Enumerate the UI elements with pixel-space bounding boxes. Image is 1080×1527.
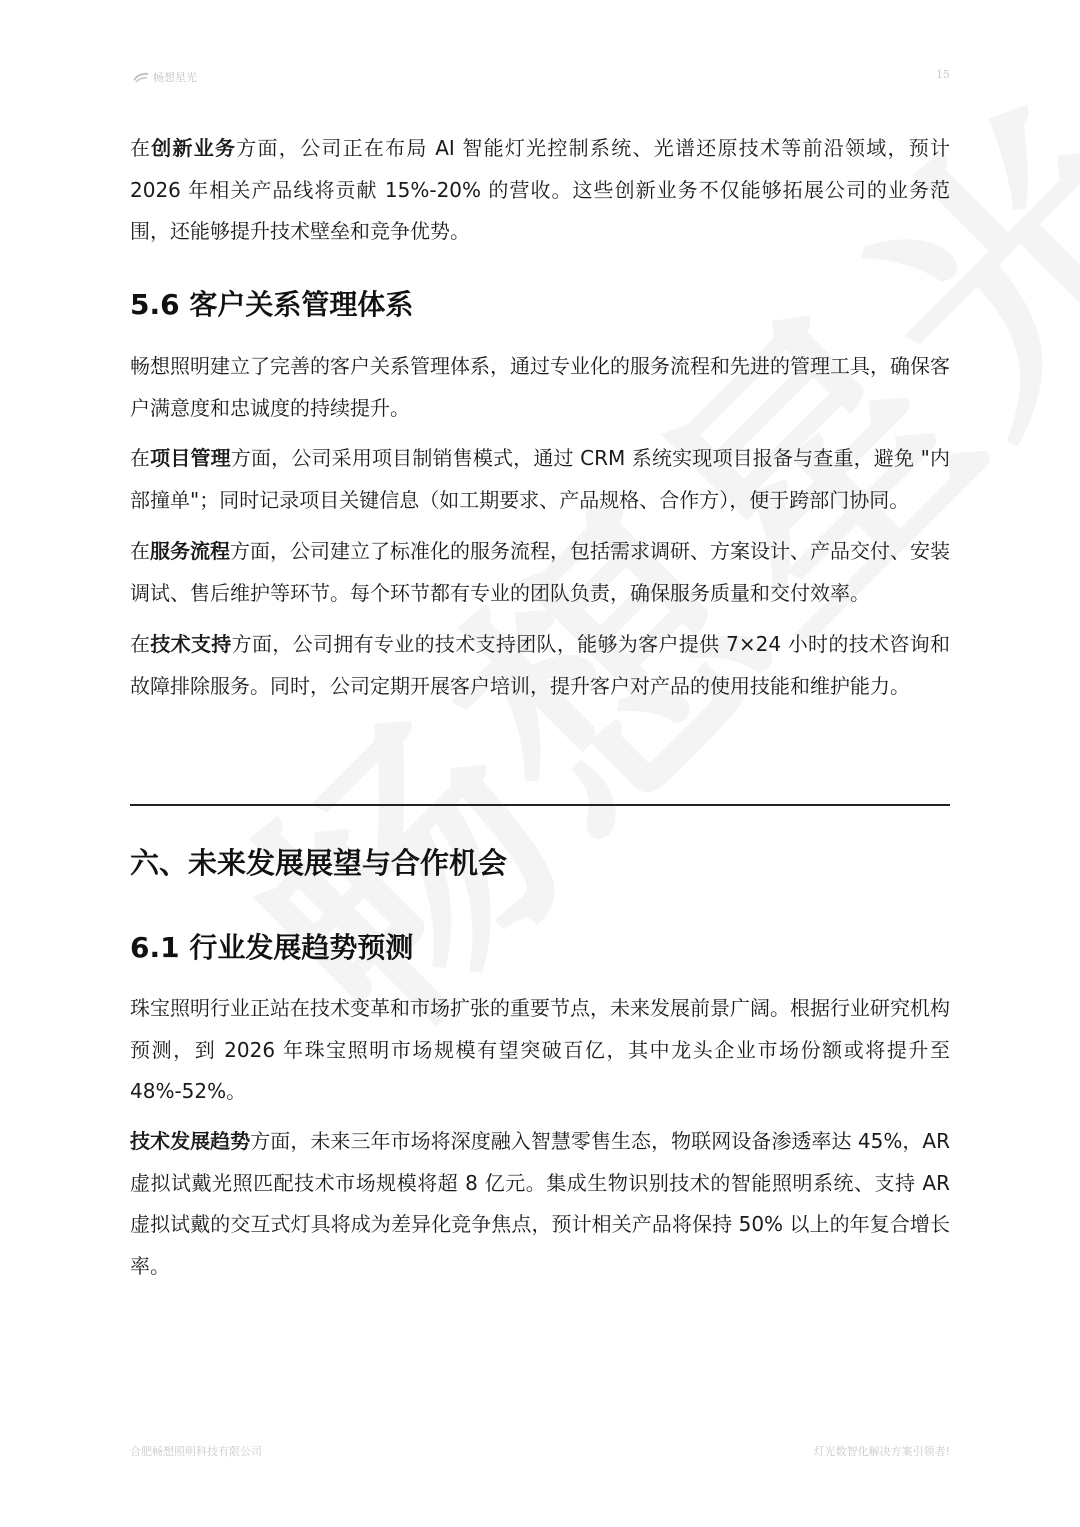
bold-term: 技术支持 (150, 632, 232, 656)
paragraph-trend-intro: 珠宝照明行业正站在技术变革和市场扩张的重要节点，未来发展前景广阔。根据行业研究机构预测，到 2026 年珠宝照明市场规模有望突破百亿，其中龙头企业市场份额或将提升至 48%-52%。 (130, 996, 950, 1103)
paragraph-service-process: 在服务流程方面，公司建立了标准化的服务流程，包括需求调研、方案设计、产品交付、安装调试、售后维护等环节。每个环节都有专业的团队负责，确保服务质量和交付效率。 (130, 539, 950, 605)
page-number: 15 (936, 68, 950, 81)
bold-term: 技术发展趋势 (130, 1129, 251, 1153)
header-logo (133, 67, 197, 87)
paragraph-project-management: 在项目管理方面，公司采用项目制销售模式，通过 CRM 系统实现项目报备与查重，避免 "内部撞单"；同时记录项目关键信息（如工期要求、产品规格、合作方），便于跨部门协同。 (130, 446, 951, 512)
paragraph-tech-support: 在技术支持方面，公司拥有专业的技术支持团队，能够为客户提供 7×24 小时的技术咨询和故障排除服务。同时，公司定期开展客户培训，提升客户对产品的使用技能和维护能力。 (130, 632, 951, 698)
paragraph-innovation: 在创新业务方面，公司正在布局 AI 智能灯光控制系统、光谱还原技术等前沿领域，预计 2026 年相关产品线将贡献 15%-20% 的营收。这些创新业务不仅能够拓展公司的业务范围，还能够提升技术壁垒和竞争优势。 (130, 136, 951, 243)
logo-icon (133, 71, 149, 83)
section-heading-6-1: 6.1 行业发展趋势预测 (130, 931, 414, 964)
paragraph-crm-intro: 畅想照明建立了完善的客户关系管理体系，通过专业化的服务流程和先进的管理工具，确保客户满意度和忠诚度的持续提升。 (130, 354, 950, 420)
paragraph-tech-trend: 技术发展趋势方面，未来三年市场将深度融入智慧零售生态，物联网设备渗透率达 45%，AR 虚拟试戴光照匹配技术市场规模将超 8 亿元。集成生物识别技术的智能照明系统、支持 AR 虚拟试戴的交互式灯具将成为差异化竞争焦点，预计相关产品将保持 50% 以上的年复合增长率。 (130, 1129, 950, 1278)
section-heading-5-6: 5.6 客户关系管理体系 (130, 288, 414, 321)
bold-term: 创新业务 (151, 136, 237, 160)
bold-term: 服务流程 (150, 539, 230, 563)
footer-slogan: 灯光数智化解决方案引领者! (813, 1445, 950, 1458)
chapter-heading-6: 六、未来发展展望与合作机会 (130, 846, 508, 880)
section-divider (130, 804, 950, 806)
logo-text: 畅想星光 (153, 71, 197, 84)
bold-term: 项目管理 (150, 446, 231, 470)
footer-company: 合肥畅想照明科技有限公司 (130, 1445, 262, 1458)
